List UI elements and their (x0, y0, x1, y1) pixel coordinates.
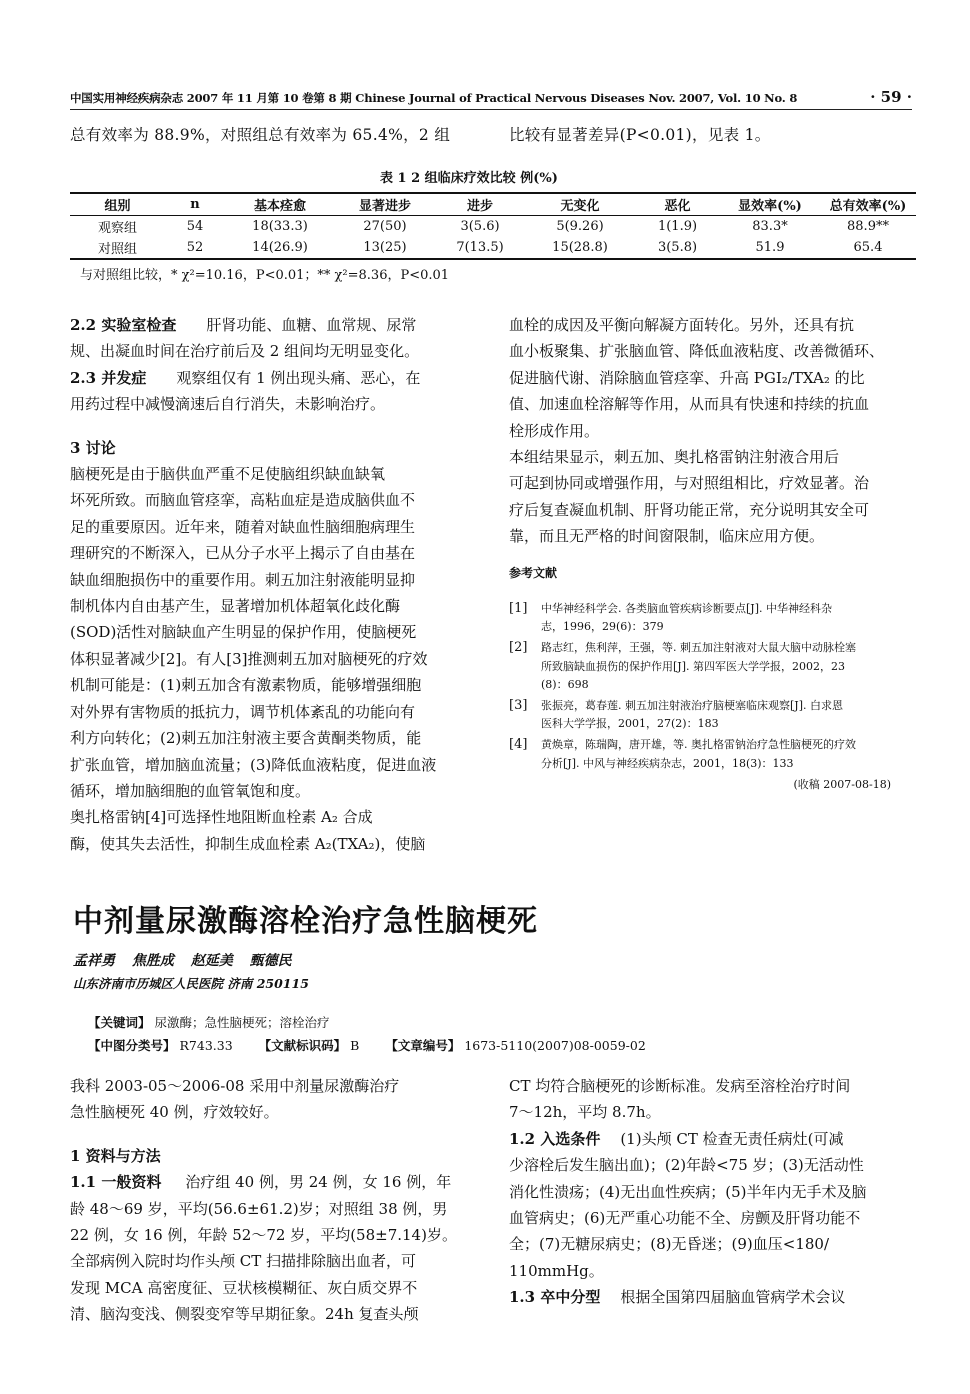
efficacy-table (70, 192, 916, 260)
result-text-left: 总有效率为 88.9%，对照组总有效率为 65.4%，2 组 (70, 126, 451, 144)
body-line: 扩张血管，增加脑血流量；(3)降低血液粘度，促进血液 (70, 755, 437, 774)
table-header-cell: 无变化 (560, 198, 600, 214)
body-line: 缺血细胞损伤中的重要作用。刺五加注射液能明显抑 (70, 570, 416, 589)
table-header-cell: 显效率(%) (738, 198, 802, 214)
classification-line (88, 1036, 668, 1054)
table-cell: 观察组 (97, 220, 137, 236)
body-line: 靠，而且无严格的时间窗限制，临床应用方便。 (509, 527, 825, 546)
reference-line: 黄焕章，陈瑞陶，唐开雄，等. 奥扎格雷钠治疗急性脑梗死的疗效 (541, 738, 856, 752)
table-cell: 13(25) (363, 240, 407, 255)
result-text-right: 比较有显著差异(P<0.01)，见表 1。 (509, 126, 771, 144)
table-cell: 52 (186, 240, 204, 255)
table-row (70, 237, 916, 259)
section-2-3-title: 2.3 并发症 (70, 368, 147, 387)
table-cell: 83.3* (752, 218, 788, 234)
table-cell: 7(13.5) (456, 240, 504, 255)
body-line: 发现 MCA 高密度征、豆状核模糊征、灰白质交界不 (70, 1278, 418, 1297)
section-1-2-title: 1.2 入选条件 (509, 1129, 601, 1148)
table-cell: 88.9** (847, 218, 889, 234)
body-line: 治疗组 40 例，男 24 例，女 16 例，年 (185, 1173, 452, 1192)
received-date: (收稿 2007-08-18) (793, 777, 891, 791)
section-1-3-title: 1.3 卒中分型 (509, 1288, 601, 1307)
table-header-cell: 总有效率(%) (829, 198, 907, 214)
reference-line: 志，1996，29(6)：379 (541, 620, 664, 634)
body-line: 观察组仅有 1 例出现头痛、恶心，在 (176, 368, 421, 387)
table-cell: 18(33.3) (252, 218, 308, 234)
reference-line: (8)：698 (541, 677, 589, 691)
article-id-value: 1673-5110(2007)08-0059-02 (464, 1038, 646, 1053)
page-number: · 59 · (870, 88, 912, 106)
table-cell: 65.4 (853, 240, 883, 255)
reference-number: [4] (509, 737, 528, 753)
section-2-2-title: 2.2 实验室检查 (70, 316, 177, 334)
table-cell: 51.9 (755, 240, 785, 255)
section-3-title: 3 讨论 (70, 438, 116, 457)
body-line: 脑梗死是由于脑供血严重不足使脑组织缺血缺氧 (70, 465, 386, 484)
keywords (88, 1013, 330, 1031)
body-line: 疗后复查凝血机制、肝肾功能正常，充分说明其安全可 (509, 500, 870, 519)
table-row (70, 215, 916, 237)
body-line: 利方向转化；(2)刺五加注射液主要含黄酮类物质，能 (70, 729, 422, 748)
table-header-cell: 组别 (104, 198, 131, 214)
body-line: 制机体内自由基产生，显著增加机体超氧化歧化酶 (70, 597, 401, 616)
author-list: 孟祥勇 焦胜成 赵延美 甄德民 (73, 953, 292, 969)
body-line: 栓形成作用。 (509, 421, 600, 440)
body-line: 理研究的不断深入，已从分子水平上揭示了自由基在 (70, 544, 416, 563)
body-line: 我科 2003-05～2006-08 采用中剂量尿激酶治疗 (70, 1077, 400, 1095)
body-line: 坏死所致。而脑血管痉挛，高粘血症是造成脑供血不 (70, 491, 416, 510)
body-line: 急性脑梗死 40 例，疗效较好。 (70, 1103, 279, 1122)
reference-number: [3] (509, 698, 528, 714)
reference-item (509, 600, 919, 636)
author-affiliation: 山东济南市历城区人民医院 济南 250115 (73, 976, 309, 991)
table-header-cell: n (190, 196, 200, 212)
body-line: 清、脑沟变浅、侧裂变窄等早期征象。24h 复查头颅 (70, 1305, 419, 1324)
body-line: 全部病例入院时均作头颅 CT 扫描排除脑出血者，可 (70, 1252, 417, 1271)
section-1-1-title: 1.1 一般资料 (70, 1173, 162, 1192)
reference-number: [1] (509, 601, 528, 616)
table-caption: 表 1 2 组临床疗效比较 例(%) (380, 171, 558, 186)
table-cell: 5(9.26) (556, 218, 604, 234)
table-cell: 3(5.8) (657, 240, 698, 255)
table-cell: 对照组 (97, 242, 137, 257)
article2-right-column (509, 1073, 919, 1311)
reference-item (509, 639, 919, 694)
table-header-cell: 恶化 (664, 198, 691, 214)
reference-line: 医科大学学报，2001，27(2)：183 (541, 717, 719, 731)
doc-code-label: 【文献标识码】 (258, 1038, 347, 1053)
table-cell: 54 (186, 218, 204, 234)
class-label: 【中图分类号】 (88, 1038, 176, 1053)
article2-left-column (70, 1073, 480, 1328)
body-line: 血栓的成因及平衡向解凝方面转化。另外，还具有抗 (509, 316, 855, 334)
body-line: 龄 48～69 岁，平均(56.6±61.2)岁；对照组 38 例，男 (70, 1199, 448, 1218)
table-cell: 14(26.9) (252, 240, 308, 255)
body-line: 酶，使其失去活性，抑制生成血栓素 A₂(TXA₂)，使脑 (70, 834, 426, 853)
body-line: 消化性溃疡；(4)无出血性疾病；(5)半年内无手术及脑 (509, 1182, 867, 1201)
table-header-cell: 基本痊愈 (253, 198, 306, 214)
section-1-title: 1 资料与方法 (70, 1146, 161, 1165)
keywords-value: 尿激酶；急性脑梗死；溶栓治疗 (154, 1015, 330, 1030)
running-header (70, 88, 912, 110)
body-line: (1)头颅 CT 检查无责任病灶(可减 (620, 1129, 844, 1148)
body-line: 用药过程中减慢滴速后自行消失，未影响治疗。 (70, 395, 386, 414)
table-header-row (70, 193, 916, 215)
body-line: 循环，增加脑细胞的血管氧饱和度。 (70, 781, 311, 800)
body-line: 足的重要原因。近年来，随着对缺血性脑细胞病理生 (70, 517, 416, 536)
reference-line: 张振亮，葛春莲. 刺五加注射液治疗脑梗塞临床观察[J]. 白求恩 (541, 699, 843, 713)
table-cell: 3(5.6) (460, 218, 500, 234)
body-line: 体积显著减少[2]。有人[3]推测刺五加对脑梗死的疗效 (70, 649, 428, 668)
article-id-label: 【文章编号】 (385, 1038, 461, 1053)
table-cell: 27(50) (363, 218, 407, 234)
reference-line: 中华神经科学会. 各类脑血管疾病诊断要点[J]. 中华神经科杂 (541, 602, 832, 615)
body-line: 值、加速血栓溶解等作用，从而具有快速和持续的抗血 (509, 395, 870, 414)
class-value: R743.33 (179, 1038, 233, 1053)
body-line: 本组结果显示，刺五加、奥扎格雷钠注射液合用后 (509, 448, 840, 467)
body-line: 7～12h，平均 8.7h。 (509, 1103, 661, 1122)
body-line: 促进脑代谢、消除脑血管痉挛、升高 PGI₂/TXA₂ 的比 (509, 368, 865, 387)
reference-line: 路志红，焦利萍，王强，等. 刺五加注射液对大鼠大脑中动脉栓塞 (541, 641, 856, 655)
body-line: 肝肾功能、血糖、血常规、尿常 (206, 316, 417, 334)
body-line: 可起到协同或增强作用，与对照组相比，疗效显著。治 (509, 474, 870, 493)
body-line: 血管病史；(6)无严重心功能不全、房颤及肝肾功能不 (509, 1209, 861, 1228)
body-line: 对外界有害物质的抵抗力，调节机体紊乱的功能向有 (70, 702, 416, 721)
references-title: 参考文献 (509, 565, 558, 580)
reference-item (509, 697, 919, 733)
doc-code-value: B (350, 1038, 360, 1053)
right-column (509, 312, 919, 586)
body-line: (SOD)活性对脑缺血产生明显的保护作用，使脑梗死 (70, 623, 417, 642)
body-line: 110mmHg。 (509, 1261, 604, 1280)
body-line: 规、出凝血时间在治疗前后及 2 组间均无明显变化。 (70, 342, 420, 361)
reference-number: [2] (509, 640, 528, 656)
article-title: 中剂量尿激酶溶栓治疗急性脑梗死 (73, 904, 538, 939)
body-line: 全；(7)无糖尿病史；(8)无昏迷；(9)血压<180/ (509, 1235, 829, 1254)
body-line: 奥扎格雷钠[4]可选择性地阻断血栓素 A₂ 合成 (70, 808, 373, 827)
body-line: CT 均符合脑梗死的诊断标准。发病至溶栓治疗时间 (509, 1077, 851, 1095)
reference-item (509, 736, 919, 772)
reference-line: 分析[J]. 中风与神经疾病杂志，2001，18(3)：133 (541, 756, 794, 770)
journal-citation: 中国实用神经疾病杂志 2007 年 11 月第 10 卷第 8 期 Chinese Journal of Practical Nervous Diseases Nov. 2007, Vol. 10 No. 8 (70, 91, 798, 105)
left-column (70, 312, 480, 857)
table-footnote: 与对照组比较，* χ²=10.16，P<0.01；** χ²=8.36，P<0.01 (80, 268, 450, 283)
body-line: 少溶栓后发生脑出血)；(2)年龄<75 岁；(3)无活动性 (509, 1156, 864, 1175)
body-line: 22 例，女 16 例，年龄 52～72 岁，平均(58±7.14)岁。 (70, 1226, 457, 1245)
table-cell: 15(28.8) (552, 240, 608, 255)
body-line: 根据全国第四届脑血管病学术会议 (620, 1288, 846, 1307)
keywords-label: 【关键词】 (88, 1015, 151, 1030)
references-list (509, 600, 919, 794)
body-line: 机制可能是：(1)刺五加含有激素物质，能够增强细胞 (70, 676, 422, 695)
reference-line: 所致脑缺血损伤的保护作用[J]. 第四军医大学学报，2002，23 (541, 659, 845, 673)
body-line: 血小板聚集、扩张脑血管、降低血液粘度、改善微循环、 (509, 342, 885, 361)
table-header-cell: 显著进步 (358, 198, 411, 214)
table-header-cell: 进步 (466, 198, 493, 214)
table-cell: 1(1.9) (657, 218, 698, 234)
